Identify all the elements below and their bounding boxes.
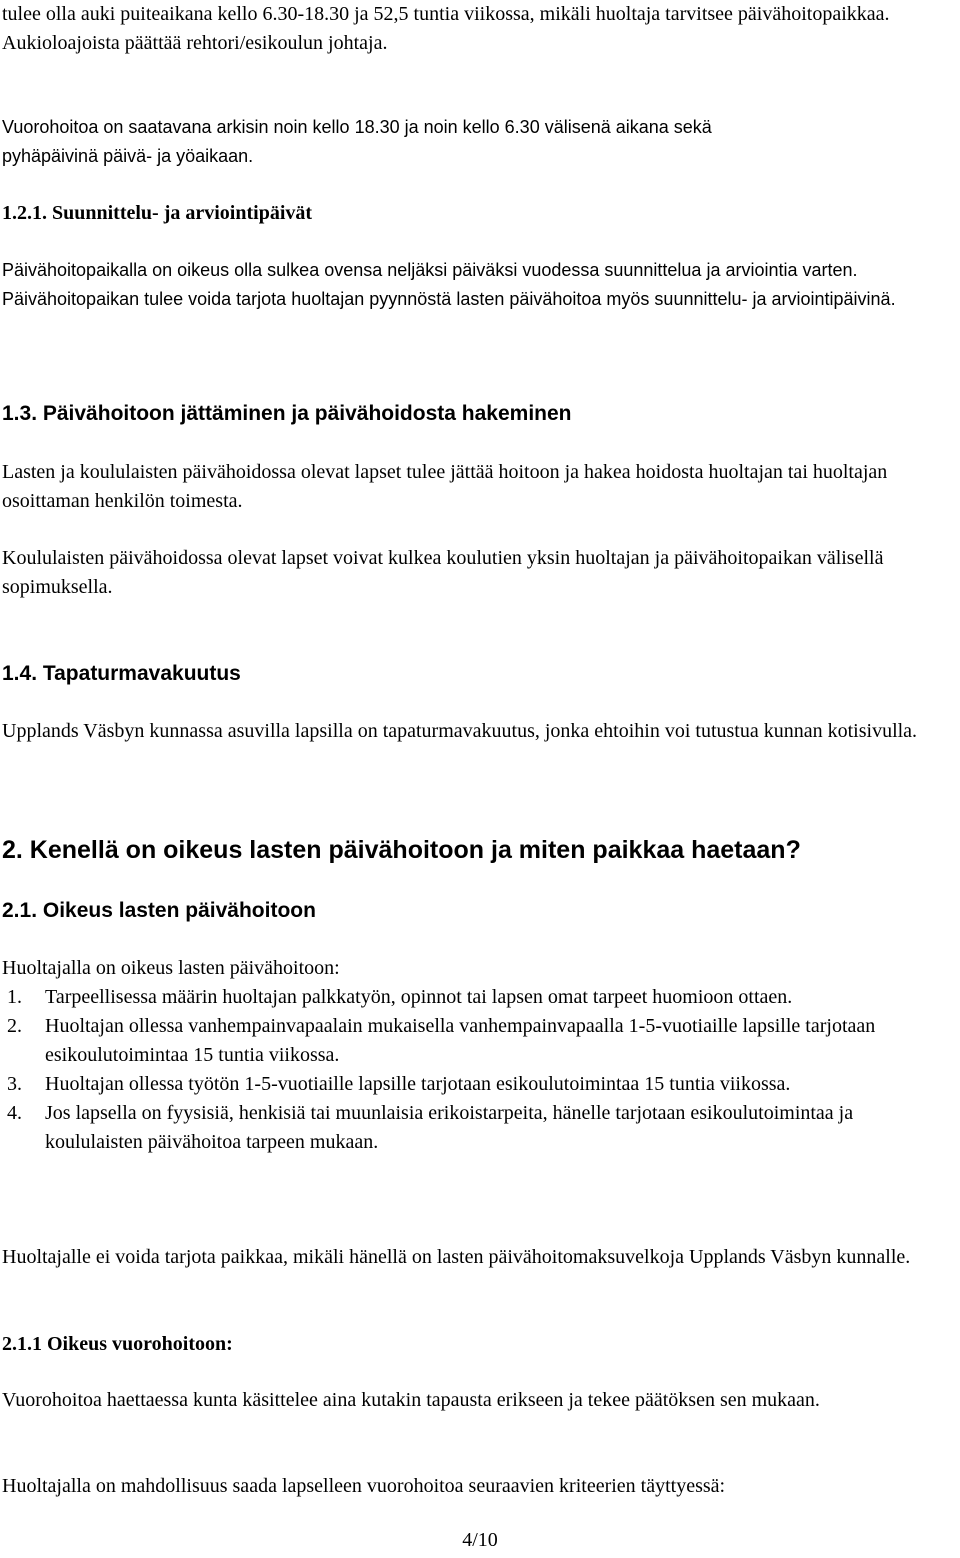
section-1-4-paragraph: Upplands Väsbyn kunnassa asuvilla lapsilla on tapaturmavakuutus, jonka ehtoihin voi tutustua kunnan kotisivulla. <box>2 720 918 742</box>
section-heading-2-1: 2.1. Oikeus lasten päivähoitoon <box>2 899 316 922</box>
list-item <box>2 983 952 1012</box>
section-2-1-intro: Huoltajalla on oikeus lasten päivähoitoon: <box>2 957 340 979</box>
list-item-text: Tarpeellisessa määrin huoltajan palkkatyön, opinnot tai lapsen omat tarpeet huomioon ottaen. <box>45 986 793 1008</box>
list-item-text: Jos lapsella on fyysisiä, henkisiä tai muunlaisia erikoistarpeita, hänelle tarjotaan esikoulutoimintaa ja koululaisten päivähoitoa tarpeen mukaan. <box>45 1102 854 1153</box>
section-heading-2-1-1: 2.1.1 Oikeus vuorohoitoon: <box>2 1333 233 1355</box>
section-heading-1-2-1: 1.2.1. Suunnittelu- ja arviointipäivät <box>2 202 313 224</box>
section-1-3-paragraph-1: Lasten ja koululaisten päivähoidossa olevat lapset tulee jättää hoitoon ja hakea hoidosta huoltajan tai huoltajan osoittaman henkilön toimesta. <box>2 461 888 512</box>
list-item-number: 3. <box>7 1073 22 1095</box>
list-item <box>2 1070 952 1099</box>
page-number: 4/10 <box>462 1529 498 1551</box>
list-item-text: Huoltajan ollessa vanhempainvapaalain mukaisella vanhempainvapaalla 1-5-vuotiaille lapsille tarjotaan esikoulutoimintaa 15 tuntia viikossa. <box>45 1015 876 1066</box>
section-1-3-paragraph-2: Koululaisten päivähoidossa olevat lapset voivat kulkea koulutien yksin huoltajan ja päivähoitopaikan välisellä sopimuksella. <box>2 547 884 598</box>
list-item-text: Huoltajan ollessa työtön 1-5-vuotiaille lapsille tarjotaan esikoulutoimintaa 15 tuntia viikossa. <box>45 1073 791 1095</box>
intro-paragraph-shift-care <box>2 113 952 171</box>
shift-care-line-2: pyhäpäivinä päivä- ja yöaikaan. <box>2 146 254 166</box>
shift-care-line-1: Vuorohoitoa on saatavana arkisin noin kello 18.30 ja noin kello 6.30 välisenä aikana sekä <box>2 117 712 137</box>
section-2-1-1-paragraph-2: Huoltajalla on mahdollisuus saada lapselleen vuorohoitoa seuraavien kriteerien täyttyessä: <box>2 1475 726 1497</box>
list-item <box>2 1099 952 1157</box>
intro-paragraph-opening-hours: tulee olla auki puiteaikana kello 6.30-18.30 ja 52,5 tuntia viikossa, mikäli huoltaja tarvitsee päivähoitopaikkaa. Aukioloajoista päättää rehtori/esikoulun johtaja. <box>2 3 890 54</box>
section-heading-1-3: 1.3. Päivähoitoon jättäminen ja päivähoidosta hakeminen <box>2 402 572 425</box>
section-1-2-1-paragraph: Päivähoitopaikalla on oikeus olla sulkea ovensa neljäksi päiväksi vuodessa suunnittelua ja arviointia varten. Päivähoitopaikan tulee voida tarjota huoltajan pyynnöstä lasten päivähoitoa myös suunnittelu- ja arviointipäivinä. <box>2 260 896 309</box>
list-item <box>2 1012 952 1070</box>
list-item-number: 2. <box>7 1015 22 1037</box>
section-2-1-1-paragraph-1: Vuorohoitoa haettaessa kunta käsittelee aina kutakin tapausta erikseen ja tekee päätöksen sen mukaan. <box>2 1389 820 1411</box>
list-item-number: 1. <box>7 986 22 1008</box>
section-heading-1-4: 1.4. Tapaturmavakuutus <box>2 662 241 685</box>
rights-list <box>2 983 952 1157</box>
section-heading-2: 2. Kenellä on oikeus lasten päivähoitoon ja miten paikkaa haetaan? <box>2 836 801 864</box>
list-item-number: 4. <box>7 1102 22 1124</box>
section-2-1-after-paragraph: Huoltajalle ei voida tarjota paikkaa, mikäli hänellä on lasten päivähoitomaksuvelkoja Upplands Väsbyn kunnalle. <box>2 1246 911 1268</box>
